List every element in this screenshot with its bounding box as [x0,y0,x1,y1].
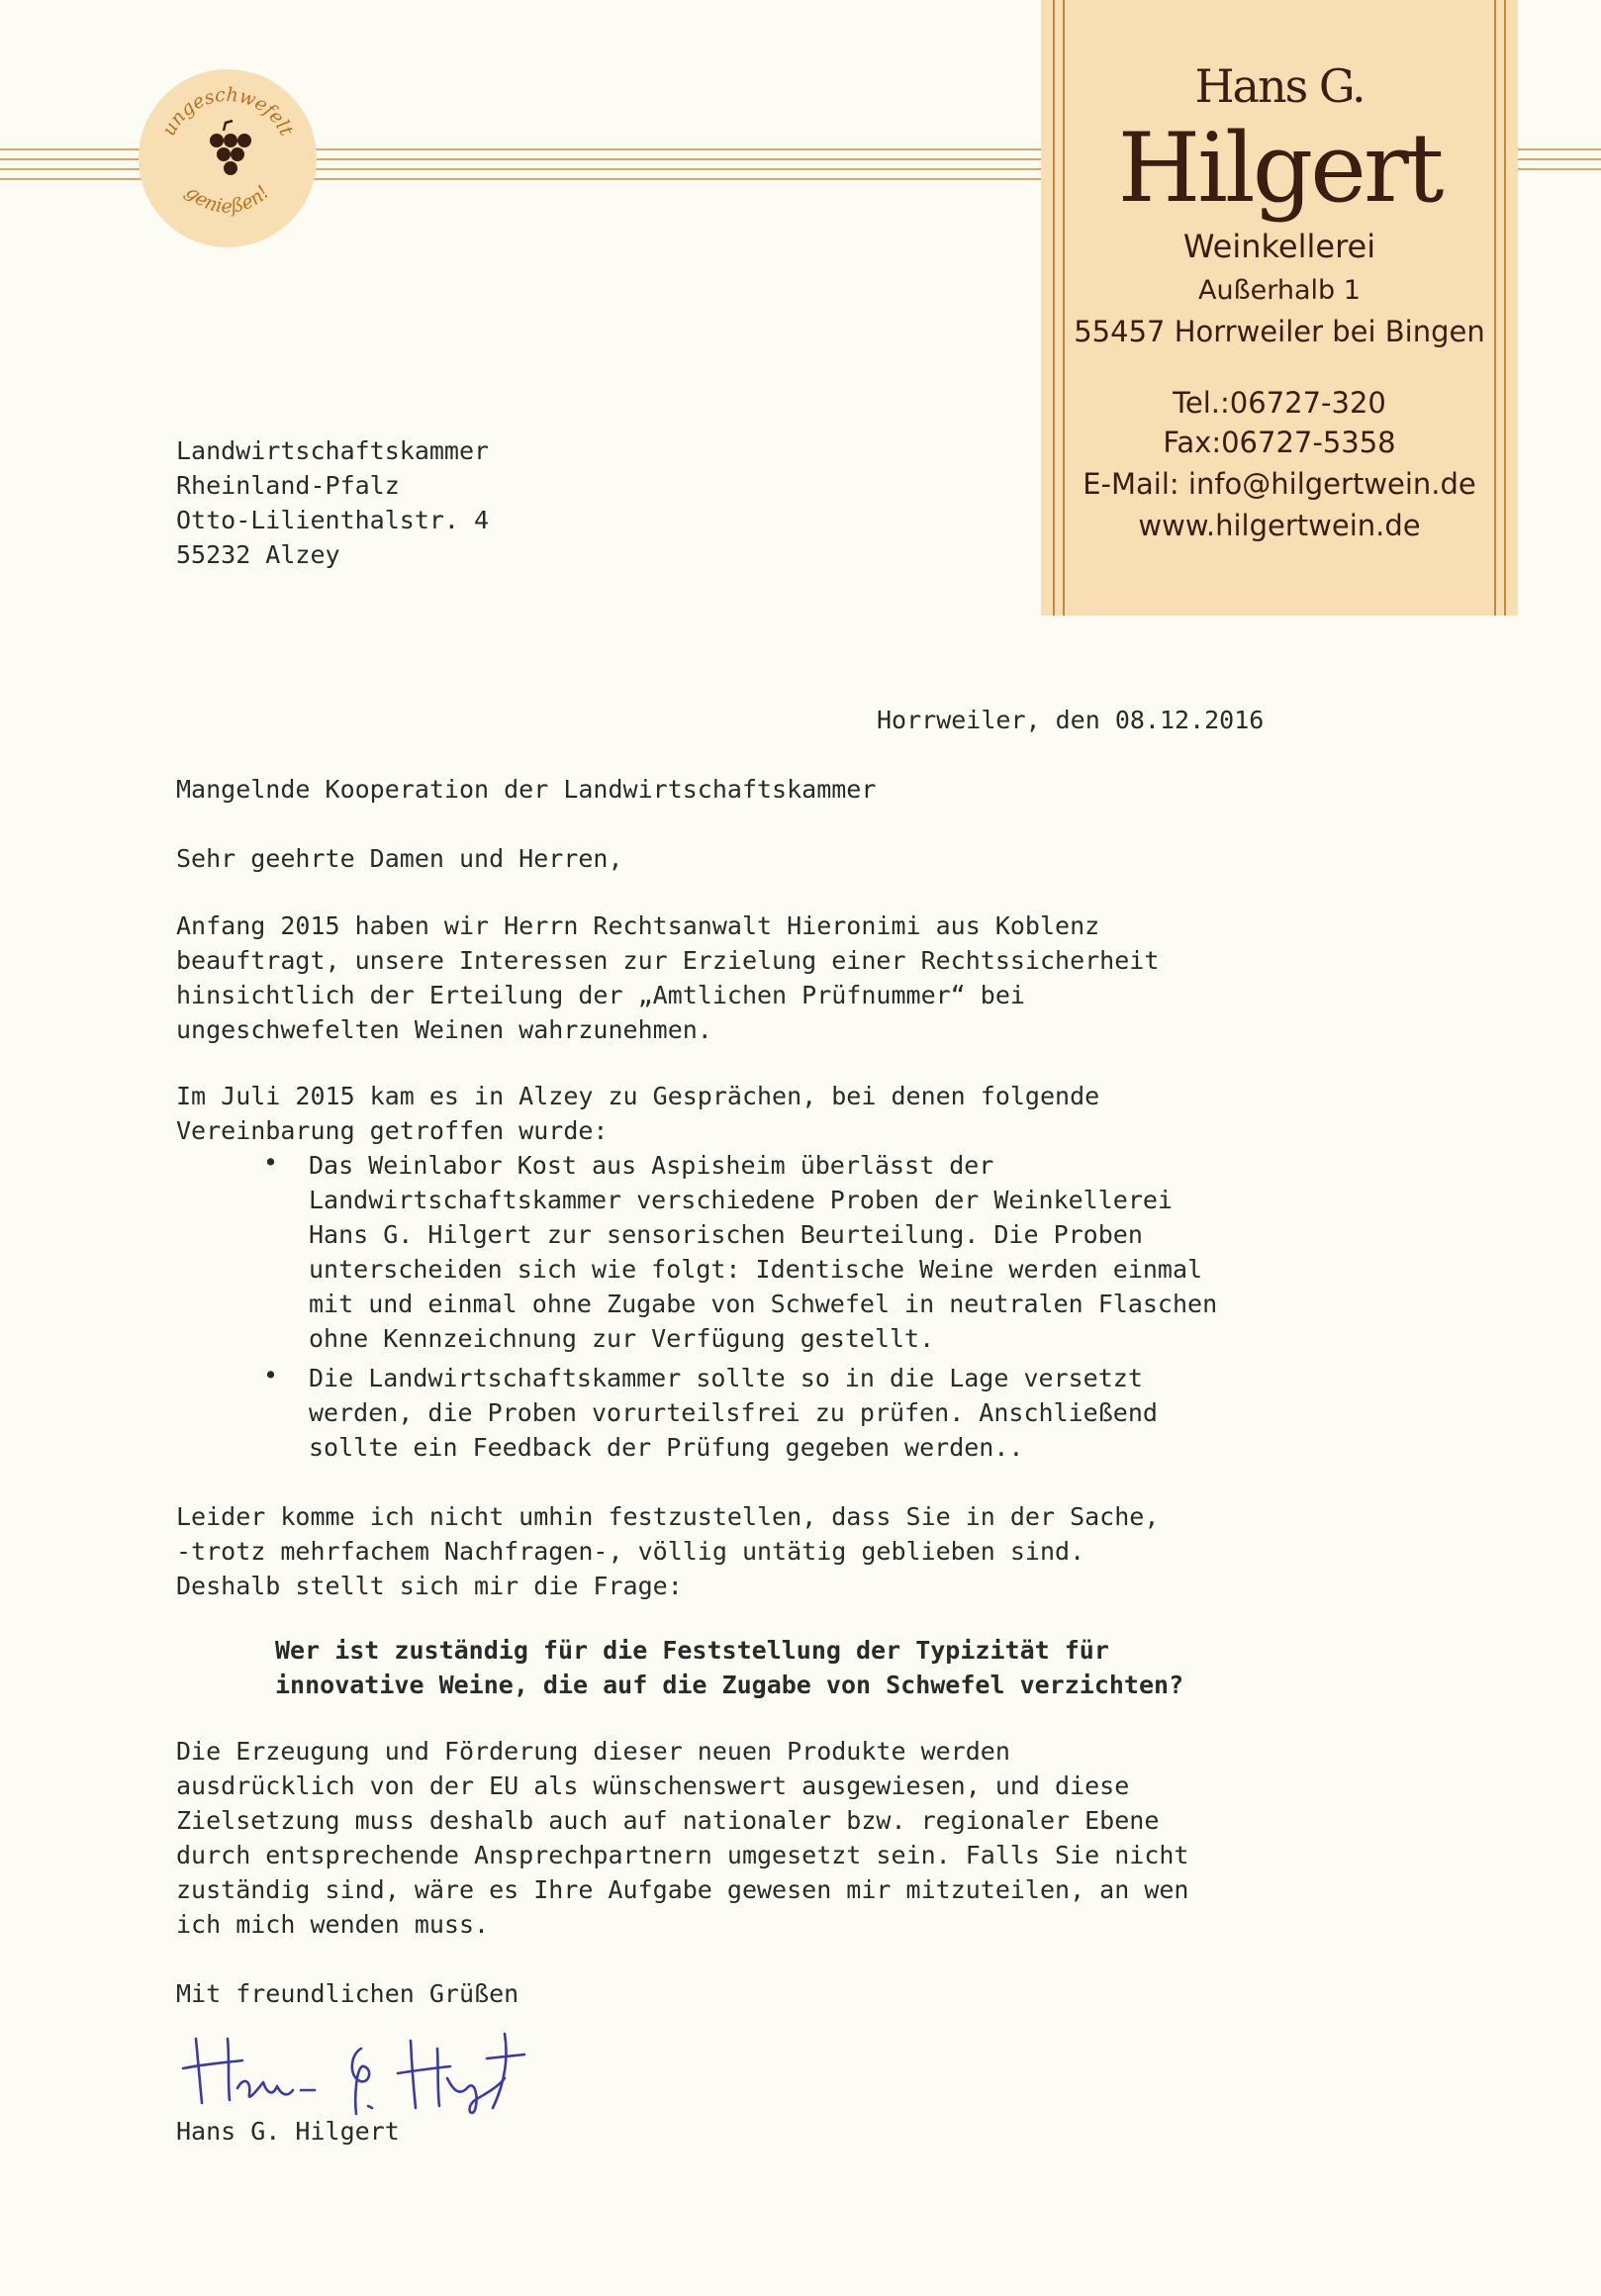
seal-top-text: ungeschwefelt [157,83,298,140]
header-rule [1518,148,1601,150]
paragraph-line: ungeschwefelten Weinen wahrzunehmen. [176,1015,712,1044]
header-rule [1518,158,1601,160]
paragraph-line: beauftragt, unsere Interessen zur Erzielung einer Rechtssicherheit [176,946,1160,975]
bullet-line: ohne Kennzeichnung zur Verfügung gestellt. [309,1324,935,1353]
header-rule [1518,168,1601,170]
paragraph-line: hinsichtlich der Erteilung der „Amtlichen Prüfnummer“ bei [176,981,1025,1009]
bullet-line: werden, die Proben vorurteilsfrei zu prüfen. Anschließend [309,1398,1158,1427]
bullet-line: unterscheiden sich wie folgt: Identische Weine werden einmal [309,1255,1203,1284]
signature [178,2019,594,2128]
company-email: E-Mail: info@hilgertwein.de [1083,467,1476,501]
company-tel: Tel.:06727-320 [1173,386,1386,420]
closing: Mit freundlichen Grüßen [176,1979,519,2008]
paragraph-line: Anfang 2015 haben wir Herrn Rechtsanwalt Hieronimi aus Koblenz [176,911,1100,940]
company-web: www.hilgertwein.de [1138,509,1421,542]
recipient-line: 55232 Alzey [176,540,340,569]
paragraph-line: Zielsetzung muss deshalb auch auf nationaler bzw. regionaler Ebene [176,1806,1160,1835]
question-line: innovative Weine, die auf die Zugabe von Schwefel verzichten? [275,1671,1184,1699]
bullet-icon: • [263,1148,279,1177]
paragraph-line: durch entsprechende Ansprechpartnern umgesetzt sein. Falls Sie nicht [176,1841,1189,1869]
recipient-line: Landwirtschaftskammer [176,436,490,465]
bullet-line: mit und einmal ohne Zugabe von Schwefel in neutralen Flaschen [309,1290,1218,1318]
company-city: 55457 Horrweiler bei Bingen [1074,315,1485,348]
bullet-line: Hans G. Hilgert zur sensorischen Beurteilung. Die Proben [309,1220,1143,1249]
bullet-line: Die Landwirtschaftskammer sollte so in die Lage versetzt [309,1364,1143,1392]
svg-text:ungeschwefelt [158,84,298,140]
question-line: Wer ist zuständig für die Feststellung der Typizität für [275,1636,1109,1665]
grape-icon [139,69,317,247]
paragraph-line: ich mich wenden muss. [176,1910,490,1939]
paragraph-line: Leider komme ich nicht umhin festzustellen, dass Sie in der Sache, [176,1502,1160,1531]
paragraph-line: -trotz mehrfachem Nachfragen-, völlig untätig geblieben sind. [176,1537,1085,1566]
bullet-line: Das Weinlabor Kost aus Aspisheim überlässt der [309,1151,994,1180]
sender-name: Hans G. Hilgert [176,2117,400,2146]
paragraph-line: Vereinbarung getroffen wurde: [176,1116,609,1145]
bullet-line: sollte ein Feedback der Prüfung gegeben werden.. [309,1433,1024,1462]
paragraph-line: Deshalb stellt sich mir die Frage: [176,1572,683,1600]
paragraph-line: zuständig sind, wäre es Ihre Aufgabe gewesen mir mitzuteilen, an wen [176,1875,1189,1904]
paragraph-line: ausdrücklich von der EU als wünschenswert ausgewiesen, und diese [176,1771,1130,1800]
company-type: Weinkellerei [1182,228,1376,265]
recipient-line: Rheinland-Pfalz [176,471,400,500]
salutation: Sehr geehrte Damen und Herren, [176,844,623,873]
bullet-line: Landwirtschaftskammer verschiedene Proben der Weinkellerei [309,1186,1173,1214]
company-fax: Fax:06727-5358 [1163,426,1396,459]
company-logo [1041,59,1518,224]
letter-date: Horrweiler, den 08.12.2016 [877,706,1265,734]
seal-logo [139,69,317,247]
paragraph-line: Im Juli 2015 kam es in Alzey zu Gesprächen, bei denen folgende [176,1082,1100,1110]
bullet-icon: • [263,1361,279,1389]
recipient-line: Otto-Lilienthalstr. 4 [176,506,490,534]
subject-line: Mangelnde Kooperation der Landwirtschaftskammer [176,775,877,804]
svg-text:genießen! [181,181,273,218]
company-street: Außerhalb 1 [1198,275,1361,306]
paragraph-line: Die Erzeugung und Förderung dieser neuen Produkte werden [176,1737,1010,1766]
logo-first-name: Hans G. [1194,59,1365,113]
seal-bottom-text: genießen! [181,181,274,218]
logo-last-name: Hilgert [1117,113,1442,224]
